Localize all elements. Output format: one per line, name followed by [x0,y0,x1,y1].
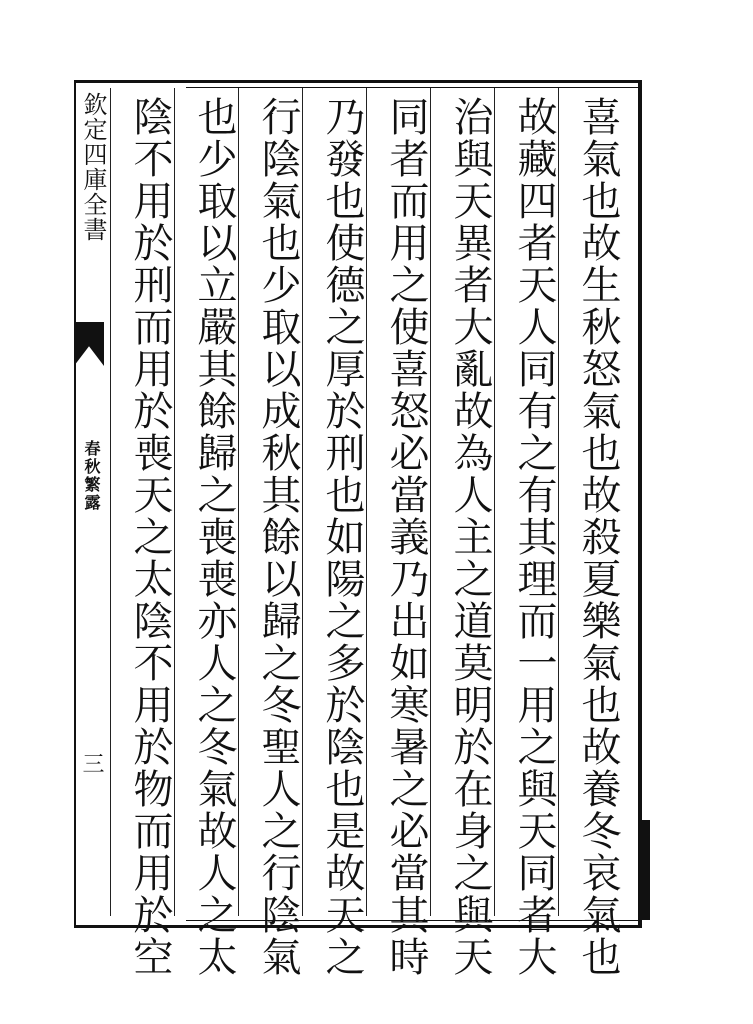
page-number: 三 [79,752,104,774]
text-column-8: 陰不用於刑而用於喪天之太陰不用於物而用於空 [127,96,173,978]
section-title: 春秋繁露 [82,440,101,512]
text-column-2: 故藏四者天人同有之有其理而一用之與天同者大 [511,96,557,978]
text-column-3: 治與天異者大亂故為人主之道莫明於在身之與天 [447,96,493,978]
text-column-5: 乃發也使德之厚於刑也如陽之多於陰也是故天之 [319,96,365,978]
frame-inner-top-rule [186,87,638,88]
text-column-6: 行陰氣也少取以成秋其餘以歸之冬聖人之行陰氣 [255,96,301,978]
text-column-1: 喜氣也故生秋怒氣也故殺夏樂氣也故養冬哀氣也 [575,96,621,978]
text-column-4: 同者而用之使喜怒必當義乃出如寒暑之必當其時 [383,96,429,978]
page-edge-band [638,820,650,920]
column-rule [110,88,111,916]
book-title: 欽定四庫全書 [79,92,107,242]
text-column-7: 也少取以立嚴其餘歸之喪喪亦人之冬氣故人之太 [191,96,237,978]
